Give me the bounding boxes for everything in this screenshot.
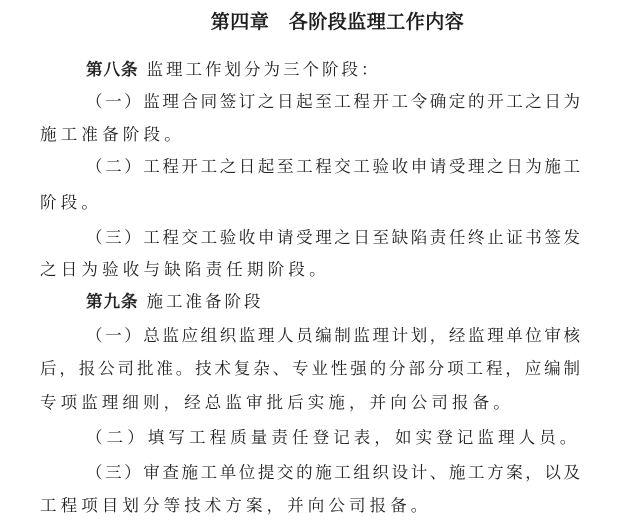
paragraph-line: 施工准备阶段。 [40,125,185,144]
article-label: 第八条 [86,60,139,79]
paragraph-line: （一）总监应组织监理人员编制监理计划，经监理单位审核 [86,326,580,345]
paragraph-line: （二）工程开工之日起至工程交工验收申请受理之日为施工 [86,157,580,176]
paragraph-line: （三）审查施工单位提交的施工组织设计、施工方案，以及 [86,463,580,482]
paragraph-line: 工程项目划分等技术方案，并向公司报备。 [40,496,432,515]
article-label: 第九条 [86,292,139,311]
paragraph-line: 阶段。 [40,193,103,212]
article-heading [86,289,580,315]
paragraph-line: 专项监理细则，经总监审批后实施，并向公司报备。 [40,393,514,412]
article-heading [86,57,580,83]
paragraph-line: 后，报公司批准。技术复杂、专业性强的分部分项工程，应编制 [40,359,580,378]
paragraph-line: （一）监理合同签订之日起至工程开工令确定的开工之日为 [86,92,580,111]
chapter-title: 第四章 各阶段监理工作内容 [210,11,465,33]
paragraph-line: 之日为验收与缺陷责任期阶段。 [40,260,330,279]
article-heading-text: 施工准备阶段 [146,292,264,311]
paragraph-line: （二）填写工程质量责任登记表，如实登记监理人员。 [86,428,581,447]
paragraph-line: （三）工程交工验收申请受理之日至缺陷责任终止证书签发 [86,228,580,247]
article-heading-text: 监理工作划分为三个阶段： [146,60,381,79]
